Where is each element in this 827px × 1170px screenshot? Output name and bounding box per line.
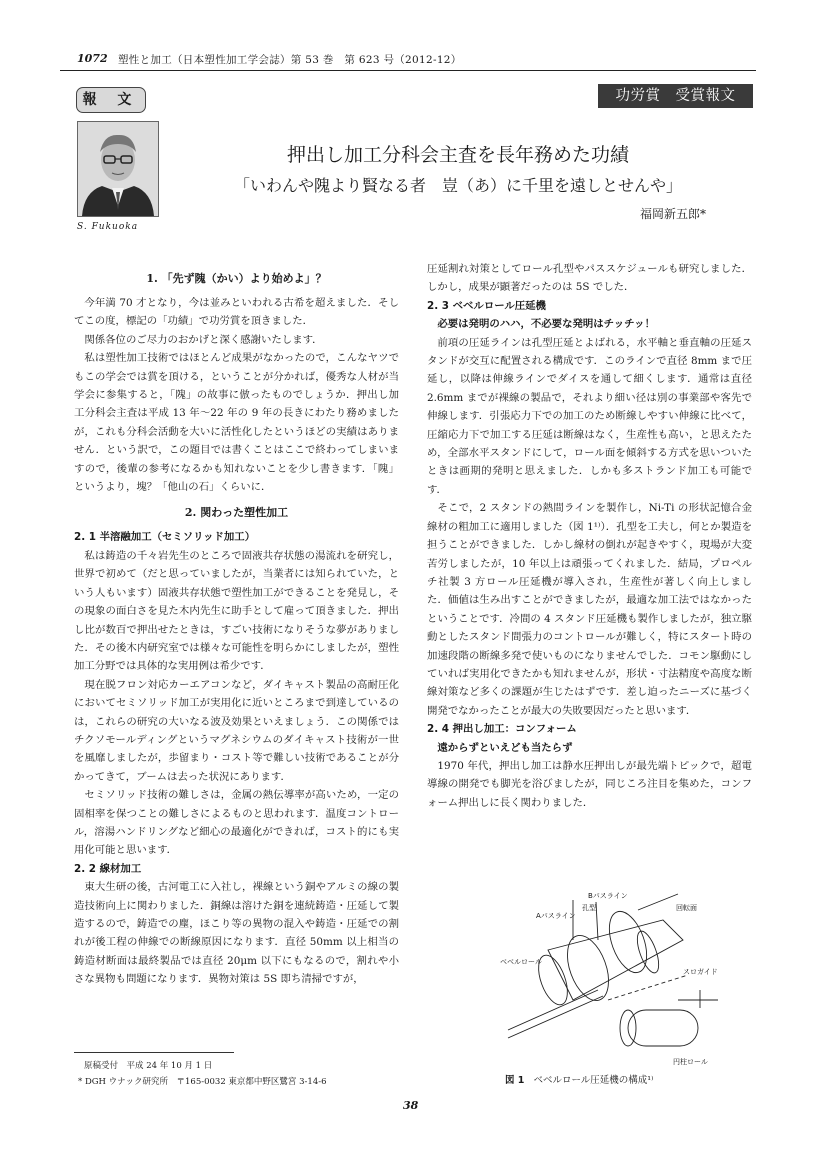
right-column — [427, 260, 752, 812]
figure-bevel-roll-mill — [478, 880, 728, 1070]
subsection-heading-2-1: 2. 1 半溶融加工（セミソリッド加工） — [74, 531, 256, 544]
subsection-heading-2-4: 2. 4 押出し加工：コンフォーム — [427, 723, 577, 736]
page-number-footer: 38 — [403, 1099, 419, 1112]
article-type-tag: 報 文 — [76, 87, 146, 113]
paragraph: 1970 年代，押出し加工は静水圧押出しが最先端トピックで，超電導線の開発でも脚光を浴びましたが，同じころ注目を集めた，コンフォーム押出しに長く関わりました． — [427, 759, 752, 809]
award-banner: 功労賞 受賞報文 — [598, 84, 753, 108]
paragraph: 今年満 70 才となり，今は並みといわれる古希を超えました．そしてこの度，標記の「功績」で功労賞を頂きました． — [74, 297, 399, 328]
footnote-received: 原稿受付 平成 24 年 10 月 1 日 — [84, 1061, 213, 1071]
section-heading-2: 2. 関わった塑性加工 — [184, 506, 289, 520]
footnote-affiliation: * DGH ウナック研究所 〒165-0032 東京都中野区鷺宮 3-14-6 — [78, 1077, 327, 1087]
figure-number: 図 1 — [505, 1075, 525, 1086]
article-subtitle: 「いわんや隗より賢なる者 豈（あ）に千里を遠しとせんや」 — [233, 176, 682, 195]
figure-label: 回転面 — [676, 904, 697, 912]
author-photo — [77, 121, 159, 217]
paragraph: 東大生研の後，古河電工に入社し，裸線という銅やアルミの線の製造技術向上に関わりました．銅線は溶けた銅を連続鋳造・圧延して製造するので，鋳造での塵，ほこり等の異物の混入や鋳造・圧延での割れが後工程の伸線での断線原因になります．直径 50mm 以上相当の鋳造材断面は最終製品では直径 20μm 以下にもなるので，割れや小さな異物も問題になります．異物対策は 5S 即ち清掃ですが， — [74, 881, 399, 986]
figure-label: 円柱ロール — [673, 1058, 708, 1066]
journal-header: 塑性と加工（日本塑性加工学会誌）第 53 巻 第 623 号（2012-12） — [118, 54, 462, 66]
paragraph: 圧延割れ対策としてロール孔型やパススケジュールも研究しました．しかし，成果が顕著だったのは 5S でした． — [427, 263, 752, 294]
figure-label: スロガイド — [683, 968, 718, 976]
paragraph: 私は鋳造の千々岩先生のところで固液共存状態の湯流れを研究し，世界で初めて（だと思っていましたが，当業者には知られていた，という人もいます）固液共存状態で塑性加工ができることを発見し，その現象の面白さを見た木内先生に助手として雇って頂きました．押出し比が数百で押出せたときは，すごい技術になりそうな夢がありました．その後木内研究室では様々な可能性を明らかにしましたが，塑性加工分野では具体的な実用例は希少です． — [74, 549, 399, 673]
author-portrait-image — [78, 122, 158, 216]
subsection-subtitle-2-3: 必要は発明のハハ，不必要な発明はチッチッ！ — [437, 318, 655, 331]
figure-caption — [505, 1072, 653, 1086]
author-name: 福岡新五郎* — [640, 207, 707, 221]
subsection-heading-2-3: 2. 3 ベベルロール圧延機 — [427, 299, 546, 312]
paragraph: 現在脱フロン対応カーエアコンなど，ダイキャスト製品の高耐圧化においてセミソリッド加工が実用化に近いところまで到達しているのは，これらの研究の大いなる波及効果といえましょう．この関係ではチクソモールディングというマグネシウムのダイキャスト技術が一世を風靡しましたが，歩留まり・コスト等で難しい技術であることが分かってきて，ブームは去った状況にあります． — [74, 678, 399, 783]
figure-label: ベベルロール — [500, 958, 542, 966]
footnote-rule — [74, 1052, 234, 1053]
article-title: 押出し加工分科会主査を長年務めた功績 — [286, 144, 629, 166]
page-number-header: 1072 — [77, 52, 108, 65]
figure-caption-text: ベベルロール圧延機の構成¹⁾ — [533, 1075, 654, 1086]
paragraph: そこで，2 スタンドの熱間ラインを製作し，Ni-Ti の形状記憶合金線材の粗加工に適用しました（図 1¹⁾）．孔型を工夫し，何とか製造を担うことができました．しかし線材の倒れが起きやすく，現場が大変苦労しましたが，10 年以上は頑張ってくれました．結局，プロペルチ社製 3 方ロール圧延機が導入され，生産性が著しく向上しました．価値は生み出すことができましたが，最適な加工法ではなかったということです．冷間の 4 スタンド圧延機も製作しましたが，独立駆動としたスタンド間張力のコントロールが難しく，特にスタート時の加速段階の断線多発で使いものになりませんでした．コモン駆動にしていれば実用化できたかも知れませんが，形状・寸法精度や高度な断線対策など多くの課題が生じたはずです．差し迫ったニーズに基づく開発でなかったことが最大の失敗要因だったと思います． — [427, 502, 752, 717]
left-column — [74, 262, 399, 989]
paragraph: セミソリッド技術の難しさは，金属の熱伝導率が高いため，一定の固相率を保つことの難しさによるものと思われます．温度コントロール，溶湯ハンドリングなど細心の最適化ができれば，コスト的にも実用化可能と思います． — [74, 789, 399, 857]
subsection-subtitle-2-4: 遠からずといえども当たらず — [437, 741, 573, 754]
paragraph: 前項の圧延ラインは孔型圧延とよばれる，水平軸と垂直軸の圧延スタンドが交互に配置される構成です．このラインで直径 8mm まで圧延し，以降は伸線ラインでダイスを通して細くします．通常は直径 2.6mm までが裸線の製品で，それより細い径は別の事業部や客先で伸線します．引張応力下での加工のため断線しやすい伸線に比べて，圧縮応力下で加工する圧延は断線はなく，生産性も高い，と思えたため，全部水平スタンドにして，ロール面を傾斜する方式を思いついたときは画期的発明と思えました．しかも多ストランド加工も可能です． — [427, 336, 752, 496]
photo-caption: S. Fukuoka — [77, 222, 139, 232]
subsection-heading-2-2: 2. 2 線材加工 — [74, 862, 142, 875]
figure-label: 孔型 — [582, 904, 596, 912]
figure-label: Aパスライン — [536, 912, 576, 920]
paragraph: 私は塑性加工技術ではほとんど成果がなかったので，こんなヤツでもこの学会では賞を頂ける，ということが分かれば，優秀な人材が当学会に参集すると，「隗」の故事に倣ったものでしょうか．押出し加工分科会主査は平成 13 年〜22 年の 9 年の長きにわたり務めましたが，これも分科会活動を大いに活性化したというほどの実績はありません．という訳で，この題目では書くことはここで終わってしまいますので，後輩の参考になるかも知れないことを少し書きます．「隗」というより，塊？「他山の石」くらいに． — [74, 352, 399, 494]
header-rule — [60, 70, 756, 71]
figure-label: Bパスライン — [588, 892, 628, 900]
section-heading-1: 1. 「先ず隗（かい）より始めよ」？ — [146, 272, 327, 285]
paragraph: 関係各位のご尽力のおかげと深く感謝いたします． — [84, 333, 323, 346]
bevel-roll-diagram — [478, 880, 728, 1070]
